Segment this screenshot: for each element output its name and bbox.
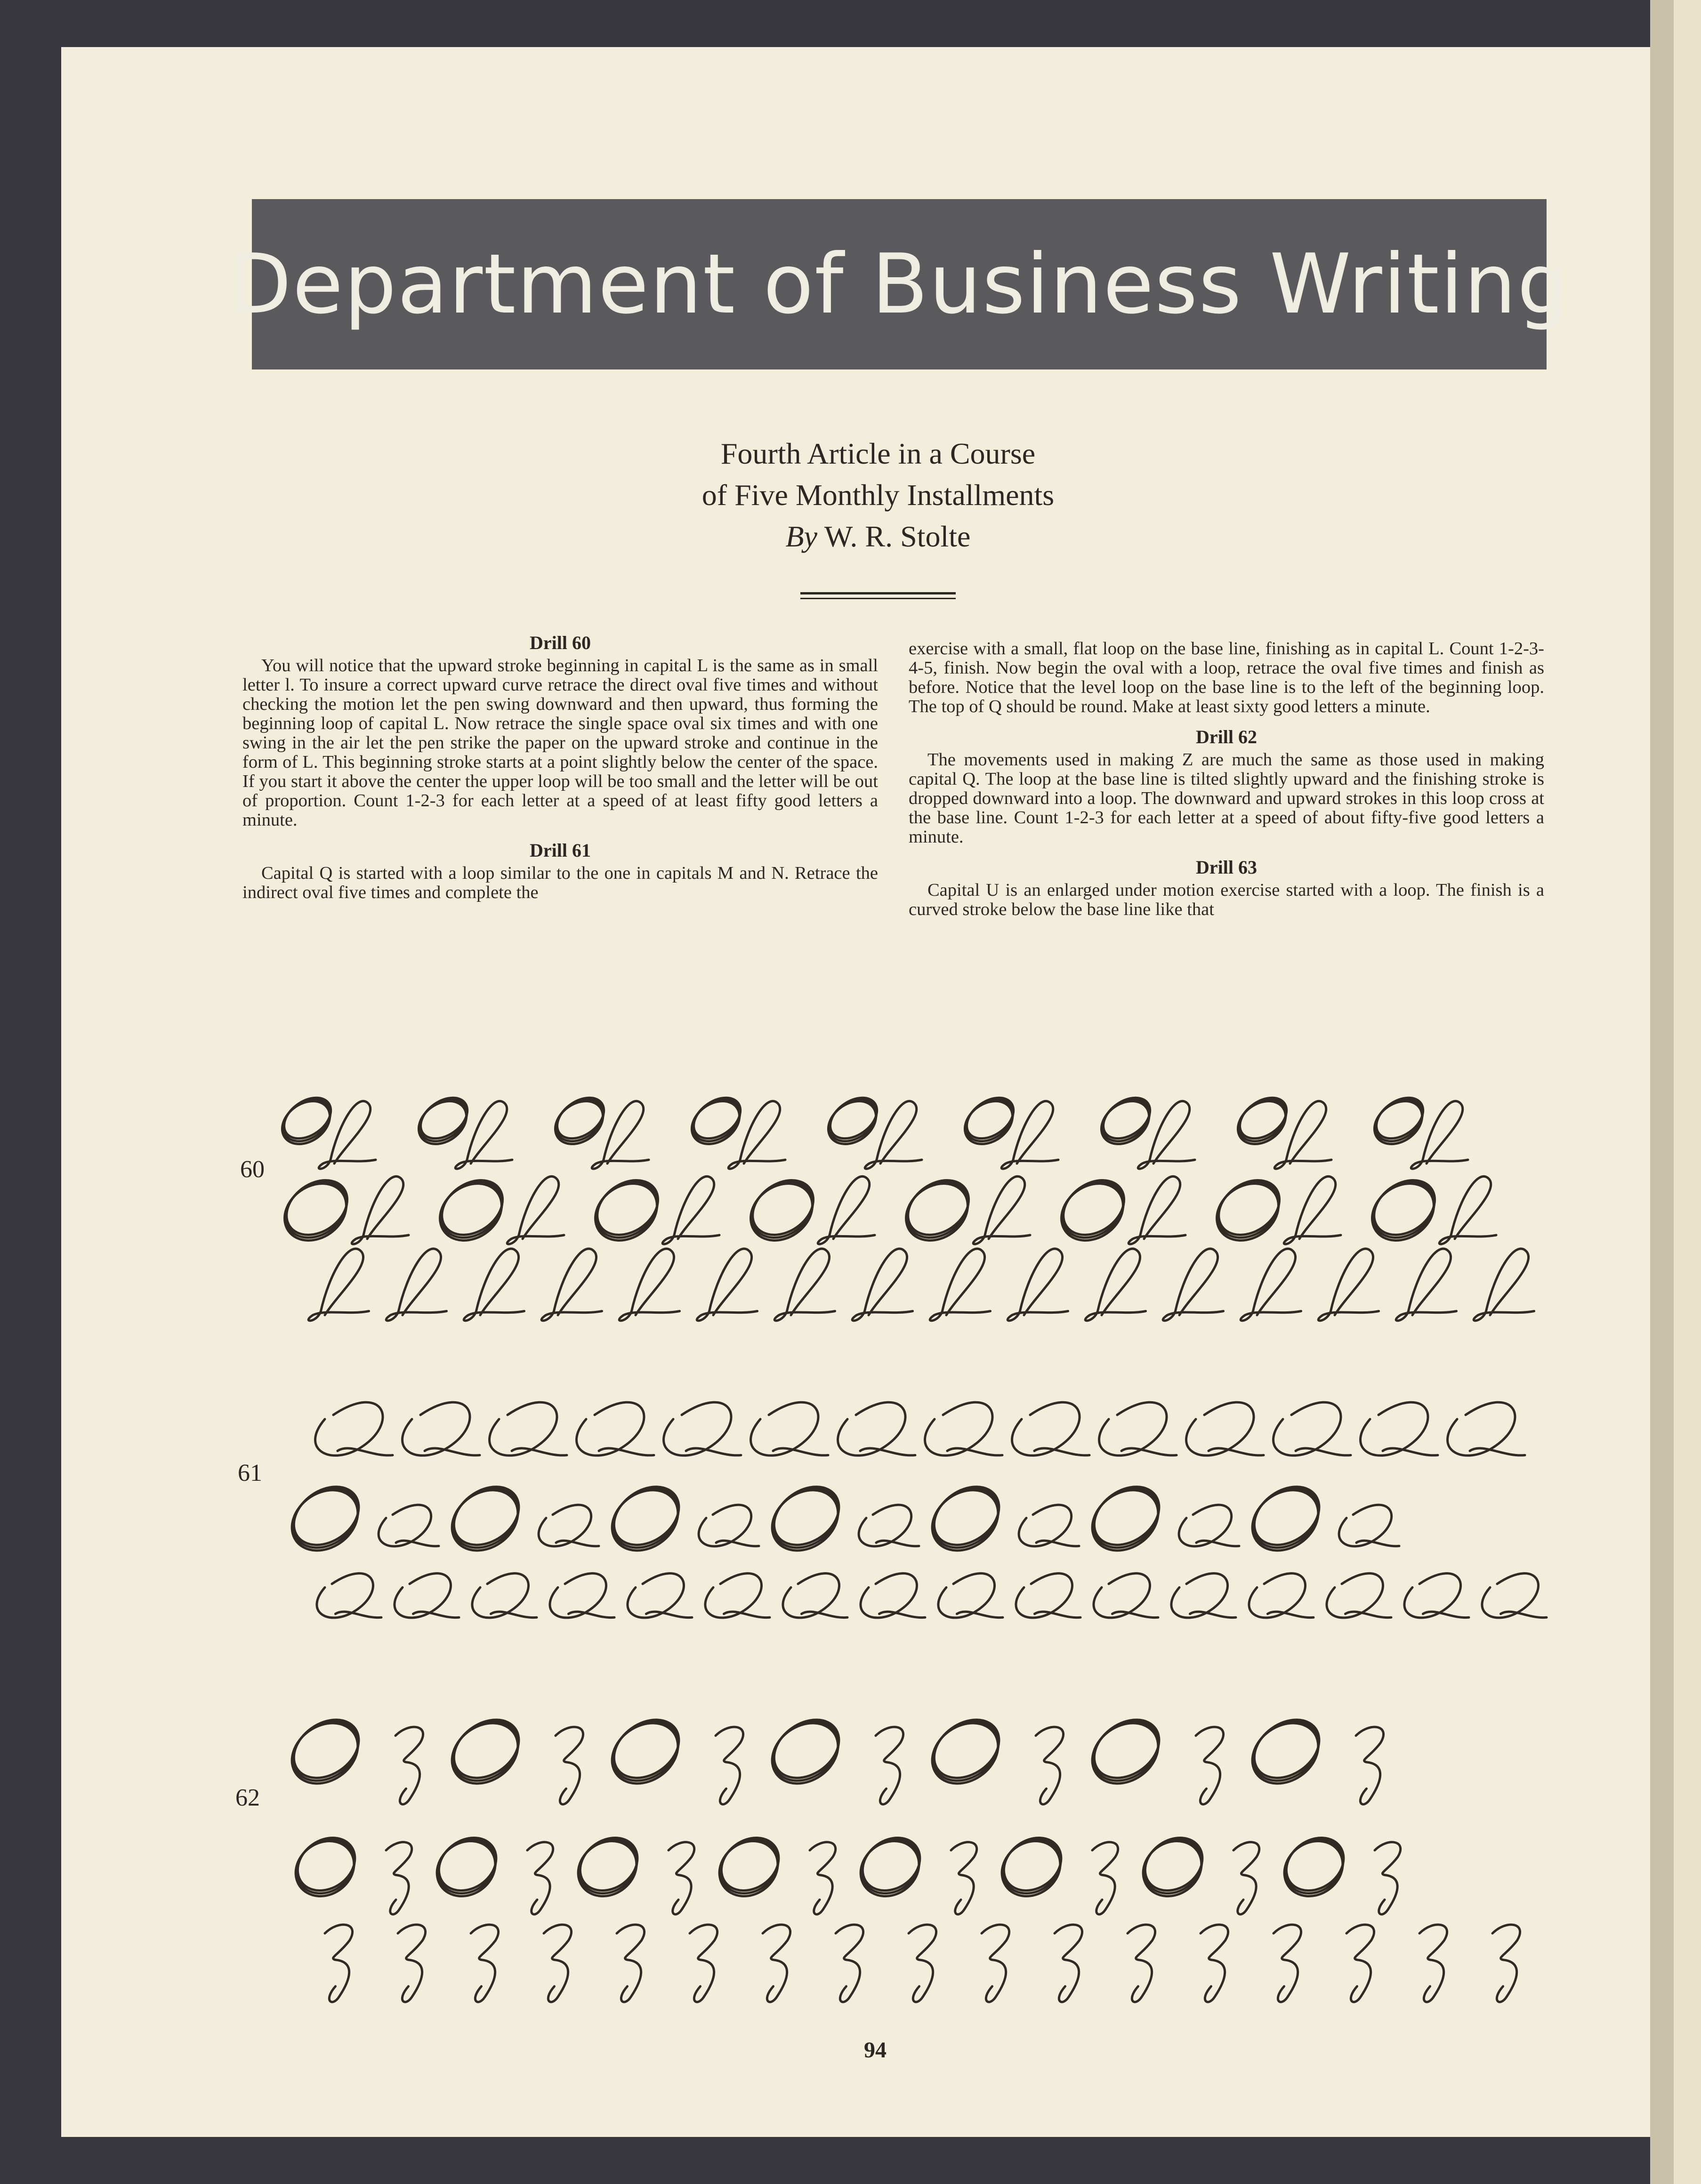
page-number: 94	[864, 2038, 887, 2063]
specimen-letter-l	[464, 1249, 524, 1321]
specimen-letter-q	[403, 1402, 480, 1455]
specimen-label-61: 61	[238, 1460, 262, 1486]
next-page-edge	[1674, 0, 1701, 2184]
specimen-letter-q	[1361, 1402, 1438, 1455]
specimen-letter-z	[836, 1925, 863, 2002]
specimen-oval	[1209, 1169, 1290, 1246]
specimen-letter-q	[1249, 1574, 1314, 1618]
specimen-oval	[1276, 1827, 1354, 1901]
specimen-letter-q	[577, 1402, 654, 1455]
drill-60-text: You will notice that the upward stroke beginning in capital L is the same as in small letter l. To insure a correct upward curve retrace the direct oval five times and without checking the motion let the pen swing downward and then upward, thus forming the beginning loop of capital L. Now retrace the single space oval six times and with one swing in the air let the pen strike the paper on the upward stroke and continue in the form of L. This beginning stroke starts at a point slightly below the center of the space. If you start it above the center the upper loop will be too small and the letter will be out of proportion. Count 1-2-3 for each letter at a speed of at least fifty good letters a minute.	[242, 656, 878, 830]
specimen-oval	[711, 1827, 789, 1901]
byline-author: W. R. Stolte	[824, 520, 971, 553]
specimen-letter-l	[1163, 1249, 1223, 1321]
specimen-letter-l	[319, 1101, 376, 1169]
drill-63-text: Capital U is an enlarged under motion exercise started with a loop. The finish is a curved stroke below the base line like that	[909, 880, 1544, 919]
specimen-letter-l	[619, 1249, 679, 1321]
specimen-letter-l	[1411, 1101, 1468, 1169]
specimen-letter-q	[705, 1574, 770, 1618]
specimen-letter-q	[783, 1574, 847, 1618]
specimen-letter-q	[1019, 1505, 1079, 1546]
specimen-letter-z	[395, 1727, 423, 1804]
magazine-page	[61, 47, 1662, 2137]
department-banner	[228, 199, 1571, 369]
specimen-letter-z	[690, 1925, 717, 2002]
specimen-letter-q	[1339, 1505, 1399, 1546]
specimen-letter-z	[1419, 1925, 1447, 2002]
drill-61-text-part-1: Capital Q is started with a loop similar to the one in capitals M and N. Retrace the indirect oval five times and complete the	[242, 863, 878, 902]
text-column-right	[909, 639, 1544, 919]
specimen-letter-q	[1171, 1574, 1236, 1618]
specimen-letter-q	[317, 1574, 381, 1618]
specimen-letter-l	[1008, 1249, 1068, 1321]
specimen-letter-q	[628, 1574, 692, 1618]
specimen-letter-q	[490, 1402, 567, 1455]
specimen-oval	[288, 1827, 365, 1901]
specimen-letter-q	[1094, 1574, 1158, 1618]
specimen-letter-l	[852, 1249, 912, 1321]
specimen-oval	[432, 1169, 513, 1246]
specimen-letter-q	[925, 1402, 1002, 1455]
specimen-letter-q	[1179, 1505, 1239, 1546]
specimen-letter-l	[541, 1249, 602, 1321]
specimen-letter-l	[1439, 1176, 1496, 1244]
specimen-letter-z	[1492, 1925, 1520, 2002]
specimen-oval	[603, 1708, 690, 1790]
specimen-letter-z	[527, 1842, 553, 1914]
subtitle-line-1: Fourth Article in a Course	[720, 437, 1036, 470]
specimen-letter-l	[1241, 1249, 1301, 1321]
specimen-letter-l	[1274, 1101, 1331, 1169]
specimen-oval	[429, 1827, 507, 1901]
specimen-letter-q	[1327, 1574, 1391, 1618]
specimen-letter-l	[662, 1176, 719, 1244]
specimen-letter-z	[1128, 1925, 1155, 2002]
specimen-oval	[603, 1475, 690, 1557]
specimen-oval	[283, 1475, 370, 1557]
subtitle-line-2: of Five Monthly Installments	[701, 478, 1055, 512]
specimen-oval	[276, 1169, 358, 1246]
specimen-oval	[587, 1169, 669, 1246]
specimen-letter-l	[352, 1176, 409, 1244]
specimen-oval	[1053, 1169, 1135, 1246]
title-rule-bottom	[800, 598, 956, 599]
specimen-oval	[763, 1475, 850, 1557]
specimen-letter-z	[982, 1925, 1009, 2002]
specimen-letter-z	[1356, 1727, 1384, 1804]
specimen-letter-z	[716, 1727, 743, 1804]
drill-61-text-part-2: exercise with a small, flat loop on the base line, finishing as in capital L. Count 1-2-3-4-5, finish. Now begin the oval with a loop, retrace the oval five times and finish as before. Notice that the level loop on the base line is to the left of the beginning loop. The top of Q should be round. Make at least sixty good letters a minute.	[909, 639, 1544, 716]
specimen-letter-q	[1404, 1574, 1469, 1618]
specimen-label-62: 62	[235, 1784, 260, 1811]
drill-63-heading: Drill 63	[1196, 857, 1257, 878]
specimen-oval	[443, 1708, 530, 1790]
specimen-oval	[923, 1475, 1010, 1557]
specimen-letter-z	[1346, 1925, 1374, 2002]
specimen-oval	[853, 1827, 930, 1901]
specimen-letter-l	[1085, 1249, 1145, 1321]
specimen-letter-l	[1001, 1101, 1058, 1169]
specimen-letter-z	[1201, 1925, 1228, 2002]
specimen-letter-q	[1016, 1574, 1080, 1618]
specimen-oval	[742, 1169, 824, 1246]
specimen-letter-z	[1092, 1842, 1118, 1914]
specimen-letter-z	[1233, 1842, 1259, 1914]
specimen-letter-l	[1474, 1249, 1534, 1321]
specimen-label-60: 60	[240, 1156, 265, 1183]
specimen-letter-l	[1318, 1249, 1379, 1321]
specimen-letter-q	[751, 1402, 828, 1455]
specimen-letter-q	[664, 1402, 741, 1455]
specimen-letter-z	[810, 1842, 836, 1914]
specimen-oval	[443, 1475, 530, 1557]
specimen-letter-z	[951, 1842, 977, 1914]
specimen-oval	[1083, 1475, 1170, 1557]
specimen-letter-z	[1196, 1727, 1224, 1804]
specimen-letter-l	[507, 1176, 564, 1244]
specimen-letter-l	[697, 1249, 757, 1321]
specimen-oval	[1243, 1708, 1330, 1790]
specimen-letter-q	[859, 1505, 919, 1546]
drill-60-heading: Drill 60	[530, 632, 591, 653]
specimen-letter-z	[556, 1727, 583, 1804]
specimen-letter-l	[1284, 1176, 1341, 1244]
specimen-letter-l	[308, 1249, 369, 1321]
specimen-letter-q	[1012, 1402, 1089, 1455]
specimen-letter-z	[1375, 1842, 1401, 1914]
specimen-letter-z	[876, 1727, 903, 1804]
specimen-oval	[1243, 1475, 1330, 1557]
specimen-letter-z	[386, 1842, 412, 1914]
drill-62-text: The movements used in making Z are much the same as those used in making capital Q. The loop at the base line is tilted slightly upward and the finishing stroke is dropped downward into a loop. The downward and upward strokes in this loop cross at the base line. Count 1-2-3 for each letter at a speed of about fifty-five good letters a minute.	[909, 750, 1544, 847]
specimen-letter-l	[386, 1249, 446, 1321]
specimen-letter-l	[930, 1249, 990, 1321]
specimen-oval	[283, 1708, 370, 1790]
specimen-letter-q	[938, 1574, 1003, 1618]
specimen-letter-q	[550, 1574, 614, 1618]
drill-61-heading: Drill 61	[530, 840, 591, 861]
specimen-oval	[763, 1708, 850, 1790]
specimen-oval	[570, 1827, 648, 1901]
specimen-letter-z	[1274, 1925, 1301, 2002]
specimen-letter-q	[838, 1402, 915, 1455]
specimen-letter-l	[455, 1101, 512, 1169]
specimen-letter-q	[1099, 1402, 1177, 1455]
specimen-oval	[898, 1169, 979, 1246]
specimen-letter-z	[909, 1925, 936, 2002]
book-spine	[1650, 0, 1674, 2184]
specimen-letter-z	[617, 1925, 645, 2002]
specimen-letter-l	[728, 1101, 785, 1169]
specimen-letter-q	[379, 1505, 439, 1546]
banner-title: Department of Business Writing	[228, 236, 1571, 332]
title-rule-top	[800, 592, 956, 594]
specimen-letter-z	[1055, 1925, 1082, 2002]
text-column-left	[242, 632, 878, 902]
specimen-letter-q	[861, 1574, 925, 1618]
specimen-letter-q	[1448, 1402, 1525, 1455]
specimen-letter-z	[325, 1925, 353, 2002]
specimen-letter-q	[1482, 1574, 1547, 1618]
specimen-letter-q	[1186, 1402, 1264, 1455]
specimen-letter-l	[973, 1176, 1030, 1244]
specimen-letter-q	[539, 1505, 599, 1546]
specimen-letter-z	[544, 1925, 572, 2002]
specimen-oval	[1135, 1827, 1213, 1901]
specimen-letter-q	[315, 1402, 393, 1455]
specimen-letter-l	[774, 1249, 835, 1321]
specimen-letter-l	[1396, 1249, 1456, 1321]
penmanship-specimens	[61, 1036, 1662, 2033]
specimen-oval	[1364, 1169, 1445, 1246]
specimen-letter-l	[592, 1101, 649, 1169]
specimen-letter-l	[865, 1101, 922, 1169]
byline	[532, 516, 1224, 557]
specimen-letter-z	[398, 1925, 426, 2002]
specimen-oval	[923, 1708, 1010, 1790]
specimen-letter-z	[763, 1925, 790, 2002]
specimen-letter-l	[818, 1176, 875, 1244]
article-subtitle	[532, 433, 1224, 557]
specimen-letter-q	[699, 1505, 759, 1546]
byline-prefix: By	[785, 520, 818, 553]
specimen-oval	[994, 1827, 1072, 1901]
specimen-letter-q	[1274, 1402, 1351, 1455]
specimen-oval	[1083, 1708, 1170, 1790]
specimen-letter-z	[471, 1925, 499, 2002]
specimen-letter-q	[395, 1574, 459, 1618]
drill-62-heading: Drill 62	[1196, 726, 1257, 747]
specimen-letter-l	[1138, 1101, 1195, 1169]
specimen-letter-z	[669, 1842, 694, 1914]
specimen-letter-z	[1036, 1727, 1064, 1804]
specimen-letter-l	[1129, 1176, 1185, 1244]
specimen-letter-q	[472, 1574, 537, 1618]
